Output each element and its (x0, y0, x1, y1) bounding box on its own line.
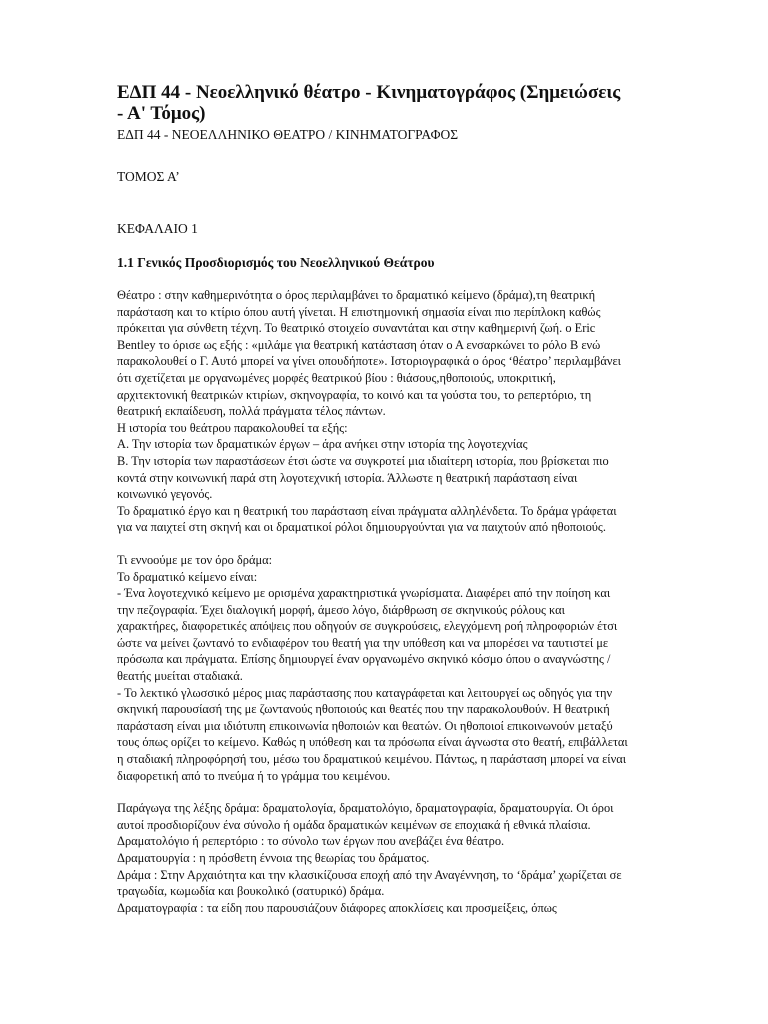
tome-heading: ΤΟΜΟΣ Α’ (117, 169, 180, 184)
paragraph-verbal-part: - Το λεκτικό γλωσσικό μέρος μιας παράστασης που καταγράφεται και λειτουργεί ως οδηγός για την σκηνική παρουσίασή της με ζωντανούς ηθοποιούς και θεατές που την παρακολουθούν. Η θεατρική παράσταση είναι μια ιδιότυπη επικοινωνία ηθοποιών και θεατών. Οι ηθοποιοί επικοινωνούν μεταξύ τους όπως ορίζει το κείμενο. Καθώς η υπόθεση και τα πρόσωπα είναι άγνωστα στο θεατή, επιβάλλεται η σταδιακή πληροφόρησή του, μέσω του δραματικού κειμένου. Πάντως, η παράσταση μπορεί να είναι διαφορετική από το πνεύμα ή το γράμμα του κειμένου. (117, 685, 628, 783)
chapter-heading: ΚΕΦΑΛΑΙΟ 1 (117, 221, 198, 236)
paragraph-repertoire: Δραματολόγιο ή ρεπερτόριο : το σύνολο των έργων που ανεβάζει ένα θέατρο. (117, 834, 505, 849)
paragraph-history-intro: Η ιστορία του θεάτρου παρακολουθεί τα εξής: (117, 420, 348, 435)
paragraph-history-b: Β. Την ιστορία των παραστάσεων έτσι ώστε να συγκροτεί μια ιδιαίτερη ιστορία, που βρίσκεται πιο κοντά στην κοινωνική παρά στη λογοτεχνική ιστορία. Άλλωστε η θεατρική παράσταση είναι κοινωνικό γεγονός. (117, 453, 609, 502)
paragraph-drama-antiquity: Δράμα : Στην Αρχαιότητα και την κλασικίζουσα εποχή από την Αναγέννηση, το ‘δράμα’ χωρίζεται σε τραγωδία, κωμωδία και βουκολικό (σατυρικό) δράμα. (117, 867, 622, 899)
section-heading: 1.1 Γενικός Προσδιορισμός του Νεοελληνικού Θεάτρου (117, 255, 435, 270)
paragraph-gap (117, 784, 628, 800)
paragraph-dramaturgy: Δραματουργία : η πρόσθετη έννοια της θεωρίας του δράματος. (117, 851, 430, 865)
paragraph-dramatography: Δραματογραφία : τα είδη που παρουσιάζουν διάφορες αποκλίσεις και προσμείξεις, όπως (117, 900, 557, 915)
paragraph-theatre-definition: Θέατρο : στην καθημερινότητα ο όρος περιλαμβάνει το δραματικό κείμενο (δράμα),τη θεατρική παράσταση και το κτίριο όπου αυτή γίνεται. Η επιστημονική σημασία είναι πιο περίπλοκη καθώς πρόκειται για σύνθετη τέχνη. Το θεατρικό στοιχείο συναντάται και στην καθημερινή ζωή. ο Eric Bentley το όρισε ως εξής : «μιλάμε για θεατρική κατάσταση όταν ο Α ενσαρκώνει το ρόλο Β ενώ παρακολουθεί ο Γ. Αυτό μπορεί να γίνει οπουδήποτε». Ιστοριογραφικά ο όρος ‘θέατρο’ περιλαμβάνει ότι σχετίζεται με οργανωμένες μορφές θεατρικού βίου : θιάσους,ηθοποιούς, υποκριτική, αρχιτεκτονική θεατρικών κτιρίων, σκηνογραφία, το κοινό και τα γούστα του, το ρεπερτόριο, τη θεατρική εκπαίδευση, πολλά πράγματα τέλος πάντων. (117, 288, 621, 419)
document-subtitle: ΕΔΠ 44 - ΝΕΟΕΛΛΗΝΙΚΟ ΘΕΑΤΡΟ / ΚΙΝΗΜΑΤΟΓΡΑΦΟΣ (117, 127, 459, 142)
document-title: ΕΔΠ 44 - Νεοελληνικό θέατρο - Κινηματογράφος (Σημειώσεις - Α' Τόμος) (117, 82, 621, 124)
paragraph-drama-text-is: Το δραματικό κείμενο είναι: (117, 569, 258, 584)
paragraph-derivatives: Παράγωγα της λέξης δράμα: δραματολογία, δραματολόγιο, δραματογραφία, δραματουργία. Οι όροι αυτοί προσδιορίζουν ένα σύνολο ή ομάδα δραματικών κειμένων σε εποχιακά ή εθνικά πλαίσια. (117, 801, 614, 832)
paragraph-drama-performance: Το δραματικό έργο και η θεατρική του παράσταση είναι πράγματα αλληλένδετα. Το δράμα γράφεται για να παιχτεί στη σκηνή και οι δραματικοί ρόλοι δημιουργούνται για να παιχτούν από ηθοποιούς. (117, 503, 617, 535)
paragraph-literary-text: - Ένα λογοτεχνικό κείμενο με ορισμένα χαρακτηριστικά γνωρίσματα. Διαφέρει από την ποίηση και την πεζογραφία. Έχει διαλογική μορφή, άμεσο λόγο, διάρθρωση σε σκηνικούς ρόλους και χαρακτήρες, διαφορετικές απόψεις που οδηγούν σε συγκρούσεις, ελεγχόμενη ροή πληροφοριών έτσι ώστε να μείνει ζωντανό το ενδιαφέρον του θεατή για την υπόθεση και να μπορέσει να ταυτιστεί με πρόσωπα και πράγματα. Επίσης δημιουργεί έναν οργανωμένο σκηνικό κόσμο όπου ο αναγνώστης / θεατής μυείται σταδιακά. (117, 586, 618, 684)
paragraph-gap (117, 536, 628, 552)
paragraph-drama-question: Τι εννοούμε με τον όρο δράμα: (117, 552, 273, 567)
document-body (117, 287, 628, 916)
paragraph-history-a: Α. Την ιστορία των δραματικών έργων – άρα ανήκει στην ιστορία της λογοτεχνίας (117, 437, 528, 452)
